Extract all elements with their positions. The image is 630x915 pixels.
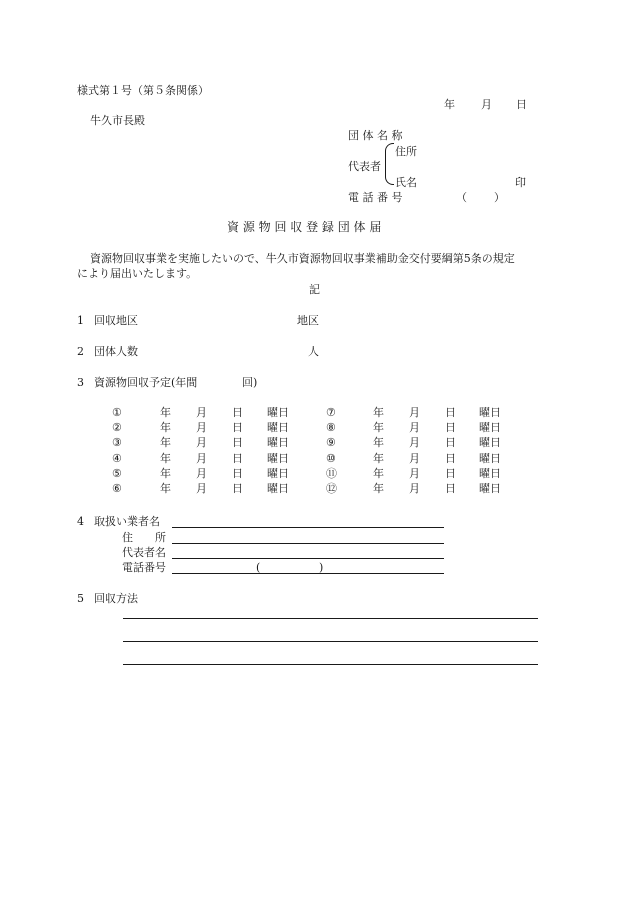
item1-number: 1 [77, 314, 84, 327]
vendor-phone-line [172, 573, 444, 574]
schedule-num-right: ⑧ [326, 421, 336, 435]
phone-paren-close: ） [494, 191, 505, 204]
item5-number: 5 [77, 592, 84, 605]
schedule-weekday-right: 曜日 [479, 406, 501, 419]
schedule-year-left: 年 [160, 421, 171, 435]
collection-method-line-3 [123, 664, 538, 665]
date-month-label: 月 [481, 98, 492, 111]
vendor-representative-line [172, 558, 444, 559]
schedule-month-right: 月 [409, 406, 420, 419]
item3-number: 3 [77, 376, 84, 389]
item1-label: 回収地区 [94, 314, 138, 327]
schedule-day-left: 日 [232, 466, 243, 480]
address-label: 住所 [395, 145, 417, 158]
schedule-weekday-right: 曜日 [479, 421, 501, 435]
schedule-row [0, 436, 500, 450]
collection-method-line-1 [123, 618, 538, 619]
phone-paren-open: （ [456, 191, 467, 204]
vendor-phone-label: 電話番号 [122, 561, 166, 574]
schedule-num-left: ① [112, 406, 122, 419]
item1-suffix: 地区 [297, 314, 319, 327]
schedule-year-right: 年 [373, 451, 384, 465]
schedule-weekday-right: 曜日 [479, 482, 501, 495]
schedule-num-right: ⑨ [326, 436, 336, 450]
schedule-year-right: 年 [373, 421, 384, 435]
item2-suffix: 人 [308, 345, 319, 358]
vendor-name-label: 取扱い業者名 [94, 515, 160, 528]
schedule-weekday-left: 曜日 [267, 482, 289, 495]
vendor-address-line [172, 543, 444, 544]
representative-label: 代表者 [348, 160, 381, 173]
schedule-num-left: ③ [112, 436, 122, 450]
schedule-day-right: 日 [445, 466, 456, 480]
schedule-num-right: ⑪ [326, 466, 337, 480]
schedule-row [0, 482, 500, 496]
addressee: 牛久市長殿 [90, 114, 145, 127]
schedule-num-right: ⑩ [326, 451, 336, 465]
schedule-month-right: 月 [409, 451, 420, 465]
schedule-num-left: ⑤ [112, 466, 122, 480]
representative-brace [385, 143, 394, 185]
schedule-weekday-right: 曜日 [479, 466, 501, 480]
schedule-num-right: ⑫ [326, 482, 337, 495]
schedule-month-right: 月 [409, 436, 420, 450]
schedule-day-right: 日 [445, 406, 456, 419]
schedule-year-right: 年 [373, 436, 384, 450]
item4-number: 4 [77, 515, 84, 528]
schedule-year-left: 年 [160, 406, 171, 419]
vendor-representative-label: 代表者名 [122, 546, 166, 559]
vendor-phone-paren-open: ( [256, 561, 261, 574]
schedule-row [0, 467, 500, 481]
schedule-year-left: 年 [160, 466, 171, 480]
schedule-year-right: 年 [373, 406, 384, 419]
schedule-month-right: 月 [409, 482, 420, 495]
schedule-month-right: 月 [409, 421, 420, 435]
body-text-line2: により届出いたします。 [77, 267, 198, 280]
schedule-weekday-left: 曜日 [267, 451, 289, 465]
schedule-weekday-left: 曜日 [267, 466, 289, 480]
vendor-name-line [172, 527, 444, 528]
collection-method-label: 回収方法 [94, 592, 138, 605]
schedule-year-right: 年 [373, 482, 384, 495]
schedule-year-left: 年 [160, 482, 171, 495]
vendor-phone-paren-close: ) [319, 561, 324, 574]
schedule-day-right: 日 [445, 436, 456, 450]
schedule-day-left: 日 [232, 406, 243, 419]
schedule-year-left: 年 [160, 451, 171, 465]
schedule-weekday-left: 曜日 [267, 421, 289, 435]
schedule-row [0, 406, 500, 420]
schedule-weekday-left: 曜日 [267, 436, 289, 450]
schedule-month-left: 月 [196, 421, 207, 435]
ki-heading: 記 [309, 283, 320, 296]
date-year-label: 年 [444, 98, 455, 111]
schedule-num-left: ② [112, 421, 122, 435]
collection-method-line-2 [123, 641, 538, 642]
item2-label: 団体人数 [94, 345, 138, 358]
schedule-year-right: 年 [373, 466, 384, 480]
item3-suffix: 回) [242, 376, 258, 389]
schedule-day-right: 日 [445, 482, 456, 495]
schedule-day-right: 日 [445, 421, 456, 435]
schedule-num-right: ⑦ [326, 406, 336, 419]
schedule-weekday-right: 曜日 [479, 451, 501, 465]
item2-number: 2 [77, 345, 84, 358]
schedule-weekday-left: 曜日 [267, 406, 289, 419]
schedule-weekday-right: 曜日 [479, 436, 501, 450]
seal-mark: 印 [515, 176, 526, 189]
item3-label: 資源物回収予定(年間 [94, 376, 198, 389]
schedule-year-left: 年 [160, 436, 171, 450]
document-title: 資 源 物 回 収 登 録 団 体 届 [227, 220, 382, 234]
schedule-month-left: 月 [196, 482, 207, 495]
schedule-row [0, 452, 500, 466]
schedule-month-left: 月 [196, 466, 207, 480]
schedule-month-left: 月 [196, 451, 207, 465]
group-name-label: 団 体 名 称 [348, 129, 403, 142]
body-text-line1: 資源物回収事業を実施したいので、牛久市資源物回収事業補助金交付要綱第5条の規定 [90, 252, 515, 265]
schedule-month-left: 月 [196, 436, 207, 450]
date-day-label: 日 [516, 98, 527, 111]
form-number: 様式第１号（第５条関係） [77, 84, 209, 97]
schedule-day-left: 日 [232, 451, 243, 465]
name-label: 氏名 [395, 176, 417, 189]
schedule-num-left: ④ [112, 451, 122, 465]
vendor-address-label: 住 所 [122, 531, 166, 544]
phone-label: 電 話 番 号 [348, 191, 403, 204]
schedule-day-right: 日 [445, 451, 456, 465]
schedule-month-left: 月 [196, 406, 207, 419]
schedule-num-left: ⑥ [112, 482, 122, 495]
schedule-day-left: 日 [232, 421, 243, 435]
schedule-day-left: 日 [232, 436, 243, 450]
schedule-day-left: 日 [232, 482, 243, 495]
schedule-row [0, 421, 500, 435]
schedule-month-right: 月 [409, 466, 420, 480]
